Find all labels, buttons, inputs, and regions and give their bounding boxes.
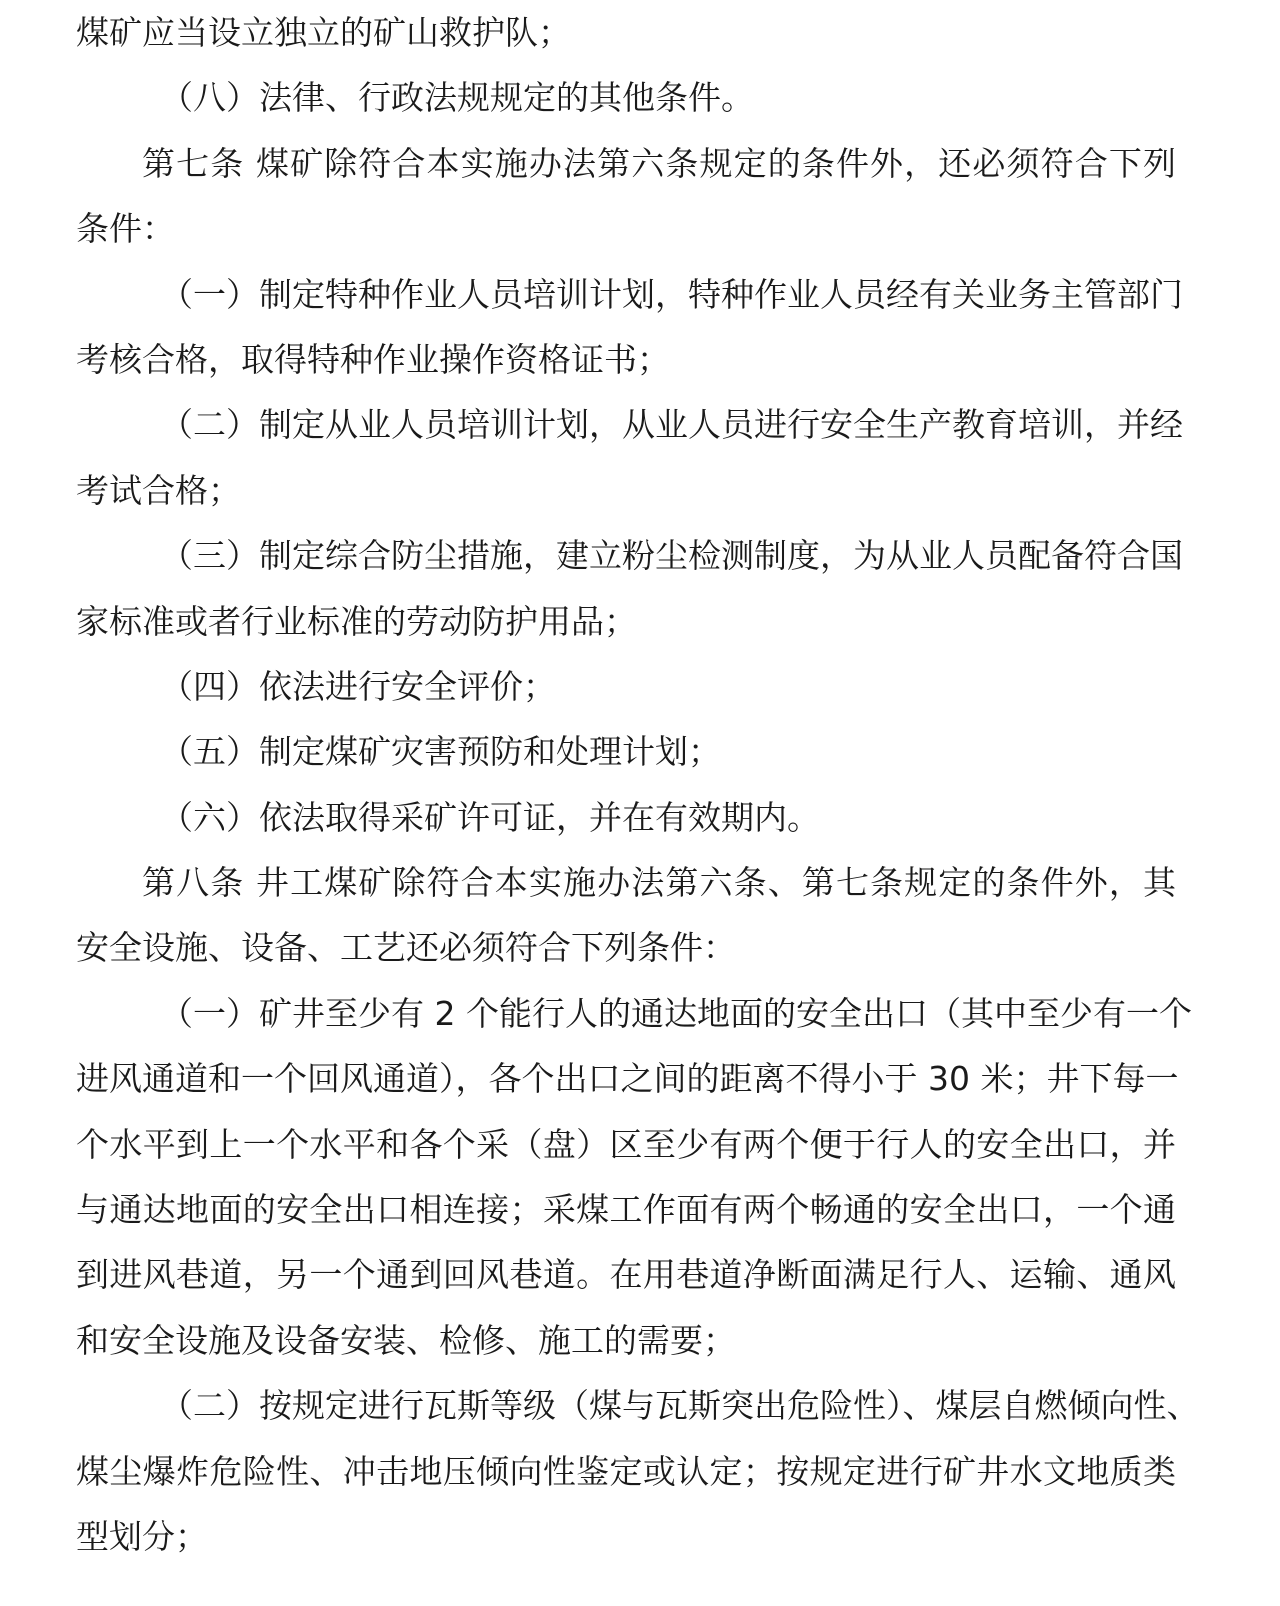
text-line: 与通达地面的安全出口相连接；采煤工作面有两个畅通的安全出口，一个通 (76, 1190, 1176, 1230)
text-line: 到进风巷道，另一个通到回风巷道。在用巷道净断面满足行人、运输、通风 (76, 1255, 1176, 1295)
list-item: （四）依法进行安全评价； (160, 666, 556, 706)
list-item: （三）制定综合防尘措施，建立粉尘检测制度，为从业人员配备符合国 (160, 536, 1183, 576)
text-line: 进风通道和一个回风通道），各个出口之间的距离不得小于 30 米；井下每一 (76, 1059, 1179, 1099)
article-8-heading: 第八条 井工煤矿除符合本实施办法第六条、第七条规定的条件外，其 (142, 863, 1176, 903)
text-line: 安全设施、设备、工艺还必须符合下列条件： (76, 928, 736, 968)
text-line: 型划分； (76, 1516, 208, 1556)
list-item: （二）制定从业人员培训计划，从业人员进行安全生产教育培训，并经 (160, 405, 1183, 445)
text-line: 家标准或者行业标准的劳动防护用品； (76, 601, 637, 641)
list-item-8: （八）法律、行政法规规定的其他条件。 (160, 78, 754, 118)
list-item: （一）制定特种作业人员培训计划，特种作业人员经有关业务主管部门 (160, 274, 1183, 314)
text-line: 考试合格； (76, 470, 241, 510)
text-line: 和安全设施及设备安装、检修、施工的需要； (76, 1320, 736, 1360)
text-line: 条件： (76, 209, 175, 249)
document-page (76, 0, 1200, 1569)
list-item: （一）矿井至少有 2 个能行人的通达地面的安全出口（其中至少有一个 (160, 993, 1192, 1033)
list-item: （五）制定煤矿灾害预防和处理计划； (160, 732, 721, 772)
text-line: 煤矿应当设立独立的矿山救护队； (76, 13, 571, 52)
list-item: （二）按规定进行瓦斯等级（煤与瓦斯突出危险性）、煤层自燃倾向性、 (160, 1386, 1200, 1426)
article-7-heading: 第七条 煤矿除符合本实施办法第六条规定的条件外，还必须符合下列 (142, 143, 1176, 183)
text-line: 考核合格，取得特种作业操作资格证书； (76, 339, 670, 379)
text-line: 煤尘爆炸危险性、冲击地压倾向性鉴定或认定；按规定进行矿井水文地质类 (76, 1451, 1176, 1491)
text-line: 个水平到上一个水平和各个采（盘）区至少有两个便于行人的安全出口，并 (76, 1124, 1176, 1164)
list-item: （六）依法取得采矿许可证，并在有效期内。 (160, 797, 820, 837)
